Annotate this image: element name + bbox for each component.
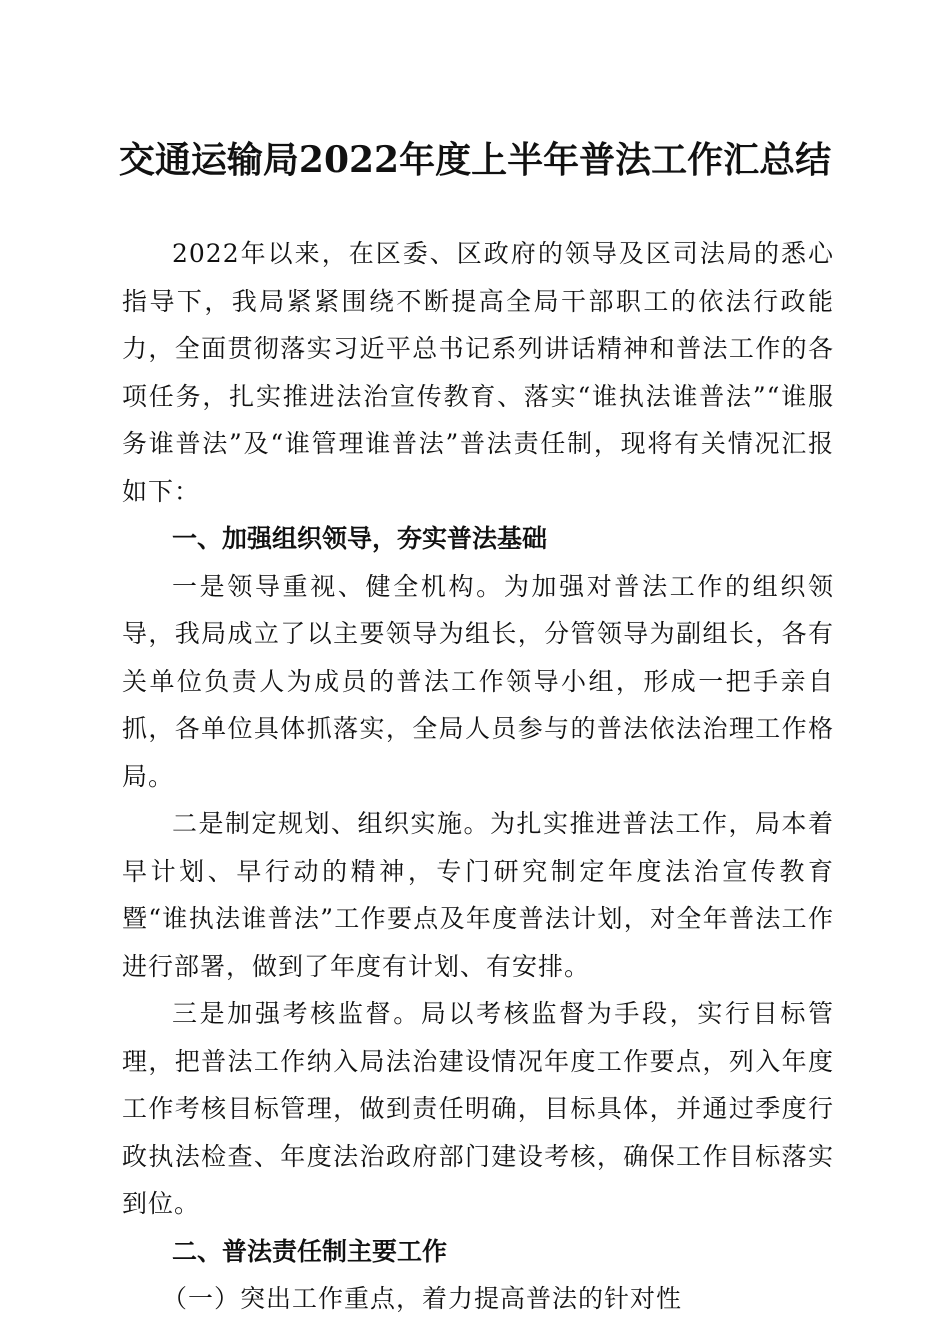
- document-title: 交通运输局2022年度上半年普法工作汇总结: [118, 139, 832, 181]
- section-1-item-1-text: 为加强对普法工作的组织领导，我局成立了以主要领导为组长，分管领导为副组长，各有关单位负责人为成员的普法工作领导小组，形成一把手亲自抓，各单位具体抓落实，全局人员参与的普法依法治理工作格局。: [122, 571, 834, 791]
- section-1-item-2: [122, 800, 834, 990]
- section-1-item-3: [122, 990, 834, 1228]
- section-1-heading: 一、加强组织领导，夯实普法基础: [172, 524, 548, 553]
- intro-paragraph: 2022年以来，在区委、区政府的领导及区司法局的悉心指导下，我局紧紧围绕不断提高全局干部职工的依法行政能力，全面贯彻落实习近平总书记系列讲话精神和普法工作的各项任务，扎实推进法治宣传教育、落实“谁执法谁普法”“谁服务谁普法”及“谁管理谁普法”普法责任制，现将有关情况汇报如下：: [122, 239, 834, 506]
- section-1-item-2-lead: 二是制定规划、组织实施。: [172, 809, 490, 838]
- section-1-item-2-text: 为扎实推进普法工作，局本着早计划、早行动的精神，专门研究制定年度法治宣传教育暨“谁执法谁普法”工作要点及年度普法计划，对全年普法工作进行部署，做到了年度有计划、有安排。: [122, 809, 834, 981]
- section-2-subheading: （一）突出工作重点，着力提高普法的针对性: [162, 1284, 683, 1313]
- section-1-item-1: [122, 563, 834, 801]
- section-2-heading: 二、普法责任制主要工作: [172, 1236, 448, 1266]
- section-1-item-1-lead: 一是领导重视、健全机构。: [172, 571, 504, 601]
- section-1-item-3-lead: 三是加强考核监督。: [172, 999, 421, 1028]
- document-body: [122, 230, 834, 1323]
- section-1-item-3-text: 局以考核监督为手段，实行目标管理，把普法工作纳入局法治建设情况年度工作要点，列入年度工作考核目标管理，做到责任明确，目标具体，并通过季度行政执法检查、年度法治政府部门建设考核，确保工作目标落实到位。: [122, 999, 834, 1218]
